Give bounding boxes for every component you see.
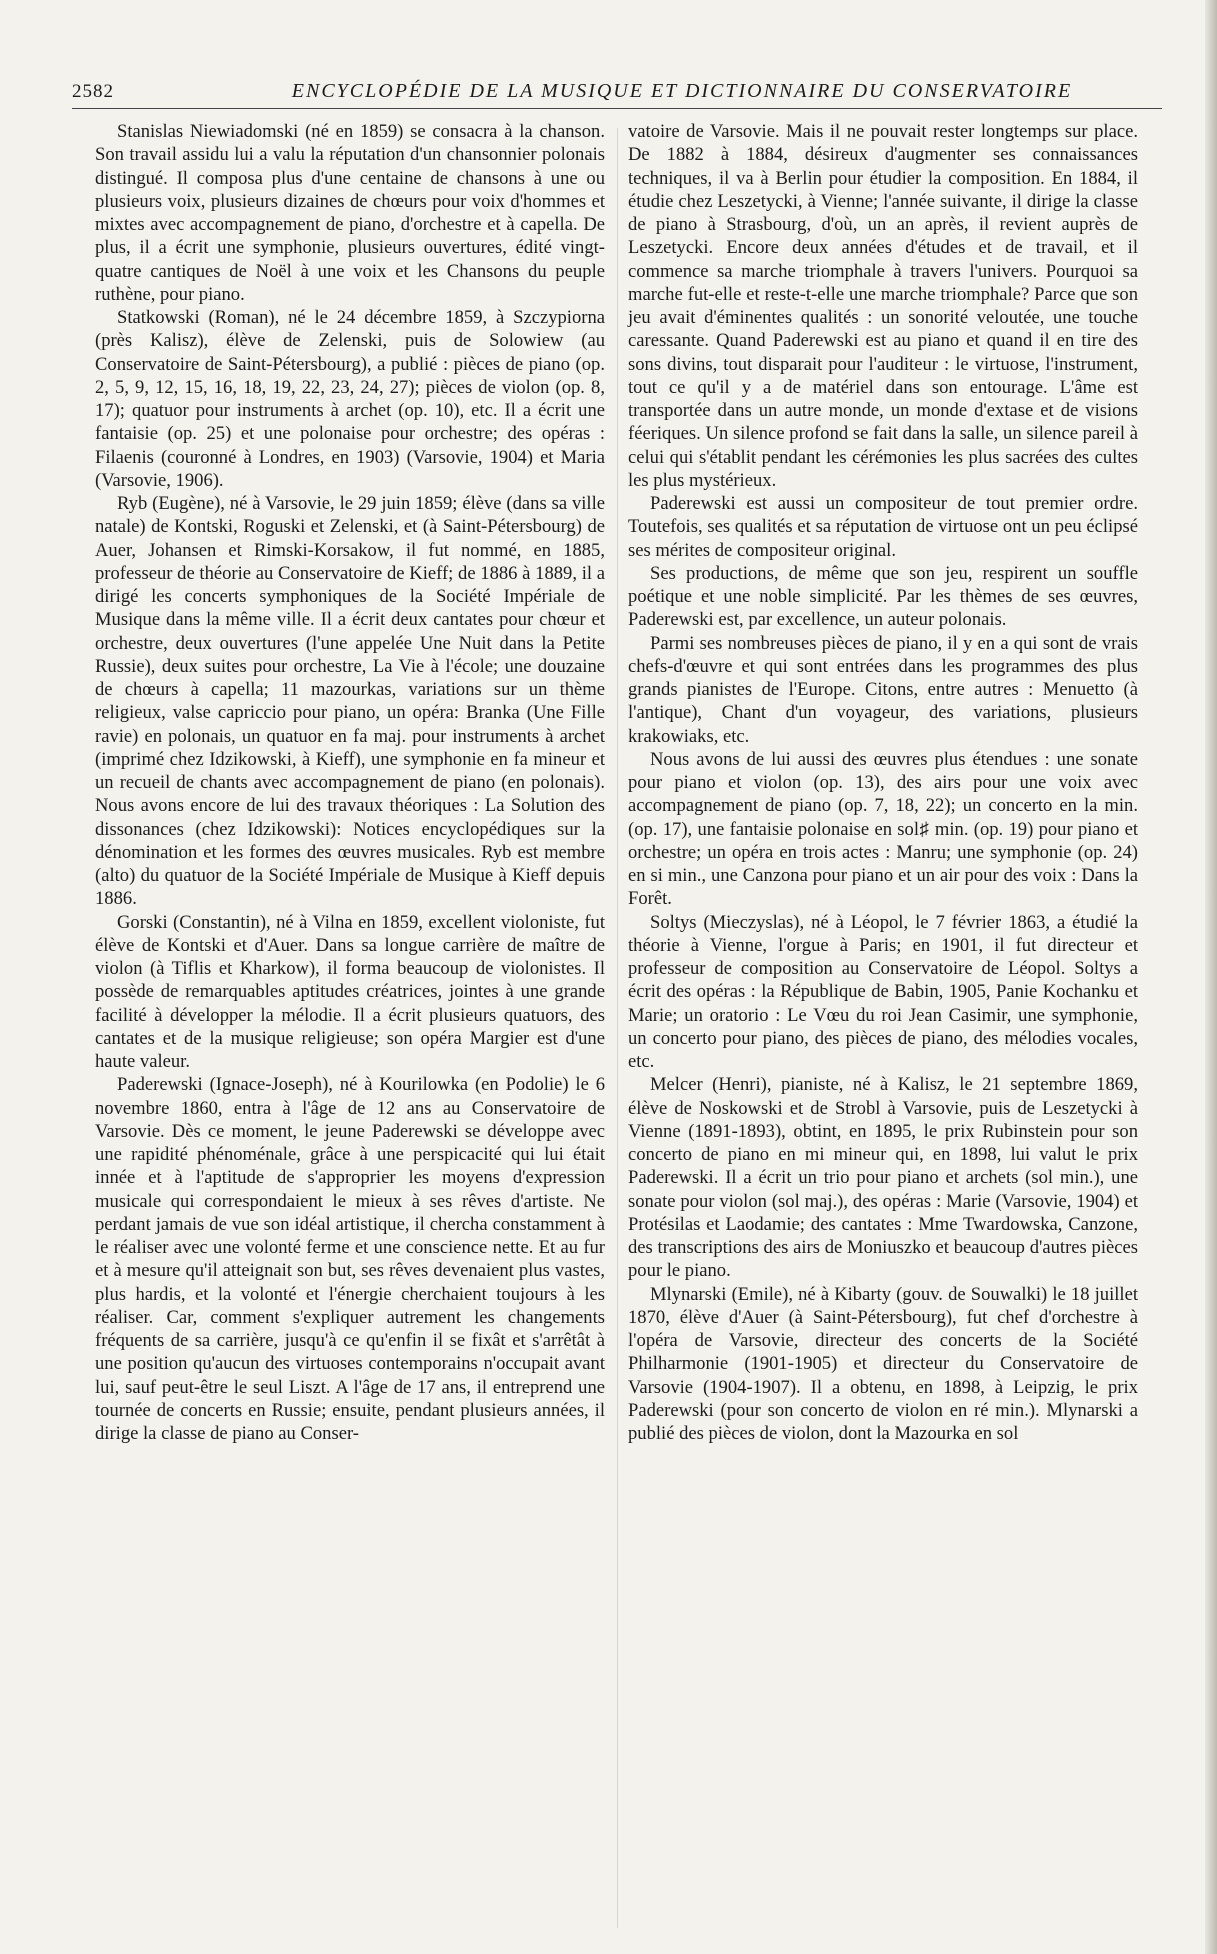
page-header <box>72 80 1162 109</box>
running-title: ENCYCLOPÉDIE DE LA MUSIQUE ET DICTIONNAIRE DU CONSERVATOIRE <box>291 80 1073 102</box>
column-divider <box>617 128 618 1928</box>
paragraph-paderewski: Paderewski (Ignace-Joseph), né à Kourilowka (en Podolie) le 6 novembre 1860, entra à l'âge de 12 ans au Conservatoire de Varsovie. Dès ce moment, le jeune Paderewski se développe avec une rapidité phénoménale, grâce à une perspicacité qui lui était innée et à l'aptitude de s'approprier les moyens d'expression musicale qui correspondaient le mieux à ses rêves d'artiste. Ne perdant jamais de vue son idéal artistique, il chercha constamment à le réaliser avec une volonté ferme et une conscience nette. Et au fur et à mesure qu'il atteignait son but, ses rêves devenaient plus vastes, plus hardis, et la volonté et l'énergie cherchaient toujours à les réaliser. Car, comment s'expliquer autrement les changements fréquents de sa carrière, jusqu'à ce qu'enfin il se fixât et s'arrêtât à une position qu'aucun des virtuoses contemporains n'occupait avant lui, sauf peut-être le seul Liszt. A l'âge de 17 ans, il entreprend une tournée de concerts en Russie; ensuite, pendant plusieurs années, il dirige la classe de piano au Conser- <box>95 1074 605 1444</box>
paragraph-paderewski-piano-pieces: Parmi ses nombreuses pièces de piano, il y en a qui sont de vrais chefs-d'œuvre et qui sont entrées dans les programmes des plus grands pianistes de l'Europe. Citons, entre autres : Menuetto (à l'antique), Chant d'un voyageur, des variations, plusieurs krakowiaks, etc. <box>628 632 1138 747</box>
paragraph-paderewski-continued: vatoire de Varsovie. Mais il ne pouvait rester longtemps sur place. De 1882 à 1884, désireux d'augmenter ses connaissances techniques, il va à Berlin pour étudier la composition. En 1884, il étudie chez Leszetycki, à Vienne; l'année suivante, il dirige la classe de piano à Strasbourg, d'où, un an après, il revient auprès de Leszetycki. Encore deux années d'études et de travail, et il commence sa marche triomphale à travers l'univers. Pourquoi sa marche fut-elle et reste-t-elle une marche triomphale? Parce que son jeu avait d'éminentes qualités : un sonorité veloutée, une touche caressante. Quand Paderewski est au piano et quand il en tire des sons divins, tout disparait pour l'auditeur : le virtuose, l'instrument, tout ce qu'il y a de matériel dans son entourage. L'âme est transportée dans un autre monde, un monde d'extase et de visions féeriques. Un silence profond se fait dans la salle, un silence pareil à celui qui s'établit pendant les cérémonies les plus sacrées des cultes les plus mystérieux. <box>628 121 1138 491</box>
right-column <box>628 120 1138 1445</box>
paragraph-paderewski-works: Nous avons de lui aussi des œuvres plus étendues : une sonate pour piano et violon (op. 13), des airs pour une voix avec accompagnement de piano (op. 7, 18, 22); un concerto en la min. (op. 17), une fantaisie polonaise en sol♯ min. (op. 19) pour piano et orchestre; un opéra en trois actes : Manru; une symphonie (op. 24) en si min., une Canzona pour piano et un air pour des voix : Dans la Forêt. <box>628 748 1138 910</box>
page-number: 2582 <box>72 81 114 102</box>
paragraph-ryb: Ryb (Eugène), né à Varsovie, le 29 juin 1859; élève (dans sa ville natale) de Kontski, Roguski et Zelenski, et (à Saint-Pétersbourg) de Auer, Johansen et Rimski-Korsakow, il fut nommé, en 1885, professeur de théorie au Conservatoire de Kieff; de 1886 à 1889, il a dirigé les concerts symphoniques de la Société Impériale de Musique dans la même ville. Il a écrit deux cantates pour chœur et orchestre, deux ouvertures (l'une appelée Une Nuit dans la Petite Russie), deux suites pour orchestre, La Vie à l'école; une douzaine de chœurs à capella; 11 mazourkas, variations sur un thème religieux, valse capriccio pour piano, un opéra: Branka (Une Fille ravie) en polonais, un quatuor en fa maj. pour instruments à archet (imprimé chez Idzikowski, à Kieff), une symphonie en fa mineur et un recueil de chants avec accompagnement de piano (en polonais). Nous avons encore de lui des travaux théoriques : La Solution des dissonances (chez Idzikowski): Notices encyclopédiques sur la dénomination et les formes des œuvres musicales. Ryb est membre (alto) du quatuor de la Société Impériale de Musique à Kieff depuis 1886. <box>95 493 605 910</box>
page-edge <box>1205 0 1217 1954</box>
paragraph-melcer: Melcer (Henri), pianiste, né à Kalisz, le 21 septembre 1869, élève de Noskowski et de Strobl à Varsovie, puis de Leszetycki à Vienne (1891-1893), obtint, en 1895, le prix Rubinstein pour son concerto de piano en mi mineur qui, en 1898, lui valut le prix Paderewski. Il a écrit un trio pour piano et archets (sol min.), une sonate pour violon (sol maj.), des opéras : Marie (Varsovie, 1904) et Protésilas et Laodamie; des cantates : Mme Twardowska, Canzone, des transcriptions des airs de Moniuszko et beaucoup d'autres pièces pour le piano. <box>628 1074 1138 1282</box>
paragraph-gorski: Gorski (Constantin), né à Vilna en 1859, excellent violoniste, fut élève de Kontski et d'Auer. Dans sa longue carrière de maître de violon (à Tiflis et Kharkow), il forma beaucoup de violonistes. Il possède de remarquables aptitudes créatrices, jointes à une grande facilité à développer la mélodie. Il a écrit plusieurs quatuors, des cantates et de la musique religieuse; son opéra Margier est d'une haute valeur. <box>95 911 605 1072</box>
left-column <box>95 120 605 1445</box>
paragraph-mlynarski: Mlynarski (Emile), né à Kibarty (gouv. de Souwalki) le 18 juillet 1870, élève d'Auer (à Saint-Pétersbourg), fut chef d'orchestre à l'opéra de Varsovie, directeur des concerts de la Société Philharmonie (1901-1905) et directeur du Conservatoire de Varsovie (1904-1907). Il a obtenu, en 1898, à Leipzig, le prix Paderewski (pour son concerto de violon en ré min.). Mlynarski a publié des pièces de violon, dont la Mazourka en sol <box>628 1283 1138 1444</box>
paragraph-soltys: Soltys (Mieczyslas), né à Léopol, le 7 février 1863, a étudié la théorie à Vienne, l'orgue à Paris; en 1901, il fut directeur et professeur de composition au Conservatoire de Léopol. Soltys a écrit des opéras : la République de Babin, 1905, Panie Kochanku et Marie; un oratorio : Le Vœu du roi Jean Casimir, une symphonie, un concerto pour piano, des pièces de piano, des mélodies vocales, etc. <box>628 911 1138 1072</box>
paragraph-paderewski-composer: Paderewski est aussi un compositeur de tout premier ordre. Toutefois, ses qualités et sa réputation de virtuose ont un peu éclipsé ses mérites de compositeur original. <box>628 493 1138 561</box>
paragraph-niewiadomski: Stanislas Niewiadomski (né en 1859) se consacra à la chanson. Son travail assidu lui a valu la réputation d'un chansonnier polonais distingué. Il composa plus d'une centaine de chansons à une ou plusieurs voix, plusieurs dizaines de chœurs pour voix d'hommes et mixtes avec accompagnement de piano, d'orchestre et à capella. De plus, il a écrit une symphonie, plusieurs ouvertures, édité vingt-quatre cantiques de Noël à une voix et les Chansons du peuple ruthène, pour piano. <box>95 121 605 305</box>
paragraph-paderewski-productions: Ses productions, de même que son jeu, respirent un souffle poétique et une noble simplicité. Par les thèmes de ses œuvres, Paderewski est, par excellence, un auteur polonais. <box>628 562 1138 631</box>
paragraph-statkowski: Statkowski (Roman), né le 24 décembre 1859, à Szczypiorna (près Kalisz), élève de Zelenski, puis de Solowiew (au Conservatoire de Saint-Pétersbourg), a publié : pièces de piano (op. 2, 5, 9, 12, 15, 16, 18, 19, 22, 23, 24, 27); pièces de violon (op. 8, 17); quatuor pour instruments à archet (op. 10), etc. Il a écrit une fantaisie (op. 25) et une polonaise pour orchestre; des opéras : Filaenis (couronné à Londres, en 1903) (Varsovie, 1904) et Maria (Varsovie, 1906). <box>95 307 605 491</box>
